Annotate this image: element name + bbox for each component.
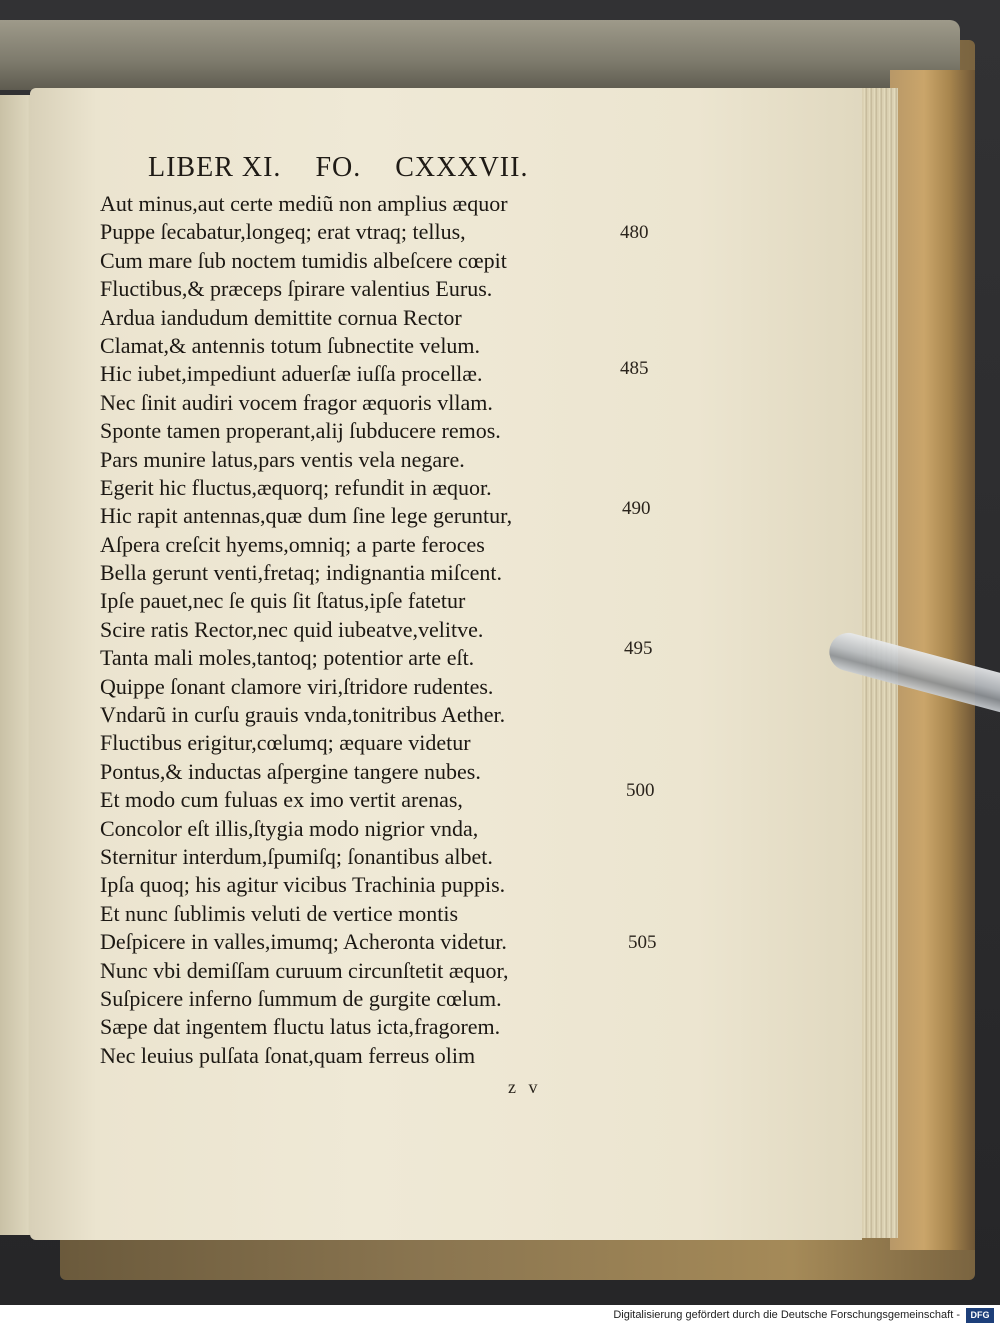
verse-text [100, 190, 620, 1070]
header-folio-label: FO. [315, 152, 362, 183]
verse-line: Aut minus,aut certe mediũ non amplius æquor [100, 191, 508, 216]
verse-line: Pontus,& inductas aſpergine tangere nubes. [100, 758, 481, 784]
verse-line: Pars munire latus,pars ventis vela negare. [100, 446, 465, 472]
verse-line: Sternitur interdum,ſpumiſq; ſonantibus albet. [100, 843, 493, 869]
line-number: 480 [620, 222, 649, 243]
verse-line: Hic iubet,impediunt aduerſæ iuſſa procellæ. [100, 361, 483, 387]
header-book: LIBER XI. [148, 152, 282, 183]
verse-line: Egerit hic fluctus,æquorq; refundit in æquor. [100, 474, 492, 500]
verse-line: Sponte tamen properant,alij ſubducere remos. [100, 418, 501, 444]
verse-line: Scire ratis Rector,nec quid iubeatve,velitve. [100, 616, 484, 642]
line-number: 490 [622, 498, 651, 519]
verse-line: Puppe ſecabatur,longeq; erat vtraq; tellus, [100, 219, 466, 245]
verse-line: Quippe ſonant clamore viri,ſtridore rudentes. [100, 673, 494, 699]
verse-line: Ipſa quoq; his agitur vicibus Trachinia puppis. [100, 872, 506, 898]
line-number: 495 [624, 638, 653, 659]
line-number: 500 [626, 780, 655, 801]
verse-line: Nunc vbi demiſſam curuum circunſtetit æquor, [100, 957, 509, 983]
running-header [148, 152, 608, 184]
verse-line: Fluctibus erigitur,cœlumq; æquare videtur [100, 730, 471, 756]
book-cover-top [0, 20, 960, 90]
verse-line: Aſpera creſcit hyems,omniq; a parte feroces [100, 531, 485, 557]
verse-line: Hic rapit antennas,quæ dum ſine lege geruntur, [100, 503, 513, 529]
verse-line: Nec ſinit audiri vocem fragor æquoris vllam. [100, 389, 493, 415]
footer-credit: Digitalisierung gefördert durch die Deutsche Forschungsgemeinschaft - [613, 1309, 960, 1321]
line-number: 505 [628, 932, 657, 953]
signature-mark: z v [508, 1077, 542, 1097]
verse-line: Vndarũ in curſu grauis vnda,tonitribus Aether. [100, 702, 506, 728]
verse-line: Nec leuius pulſata ſonat,quam ferreus olim [100, 1042, 476, 1068]
verse-line: Cum mare ſub noctem tumidis albeſcere cœpit [100, 247, 507, 273]
verse-line: Deſpicere in valles,imumq; Acheronta videtur. [100, 929, 507, 955]
verse-line: Ipſe pauet,nec ſe quis ſit ſtatus,ipſe fatetur [100, 588, 466, 614]
verse-line: Suſpicere inferno ſummum de gurgite cœlum. [100, 985, 502, 1011]
dfg-logo: DFG [966, 1308, 994, 1323]
verse-line: Bella gerunt venti,fretaq; indignantia miſcent. [100, 560, 502, 586]
verse-line: Concolor eſt illis,ſtygia modo nigrior vnda, [100, 815, 479, 841]
verse-line: Et modo cum fuluas ex imo vertit arenas, [100, 787, 463, 813]
verse-line: Sæpe dat ingentem fluctu latus icta,fragorem. [100, 1014, 501, 1040]
verse-line: Fluctibus,& præceps ſpirare valentius Eurus. [100, 276, 493, 302]
line-number: 485 [620, 358, 649, 379]
verse-line: Tanta mali moles,tantoq; potentior arte eſt. [100, 645, 475, 671]
verse-line: Ardua iandudum demittite cornua Rector [100, 304, 462, 330]
verse-line: Et nunc ſublimis veluti de vertice montis [100, 900, 459, 926]
verse-line: Clamat,& antennis totum ſubnectite velum. [100, 332, 481, 358]
header-folio-number: CXXXVII. [395, 152, 529, 183]
